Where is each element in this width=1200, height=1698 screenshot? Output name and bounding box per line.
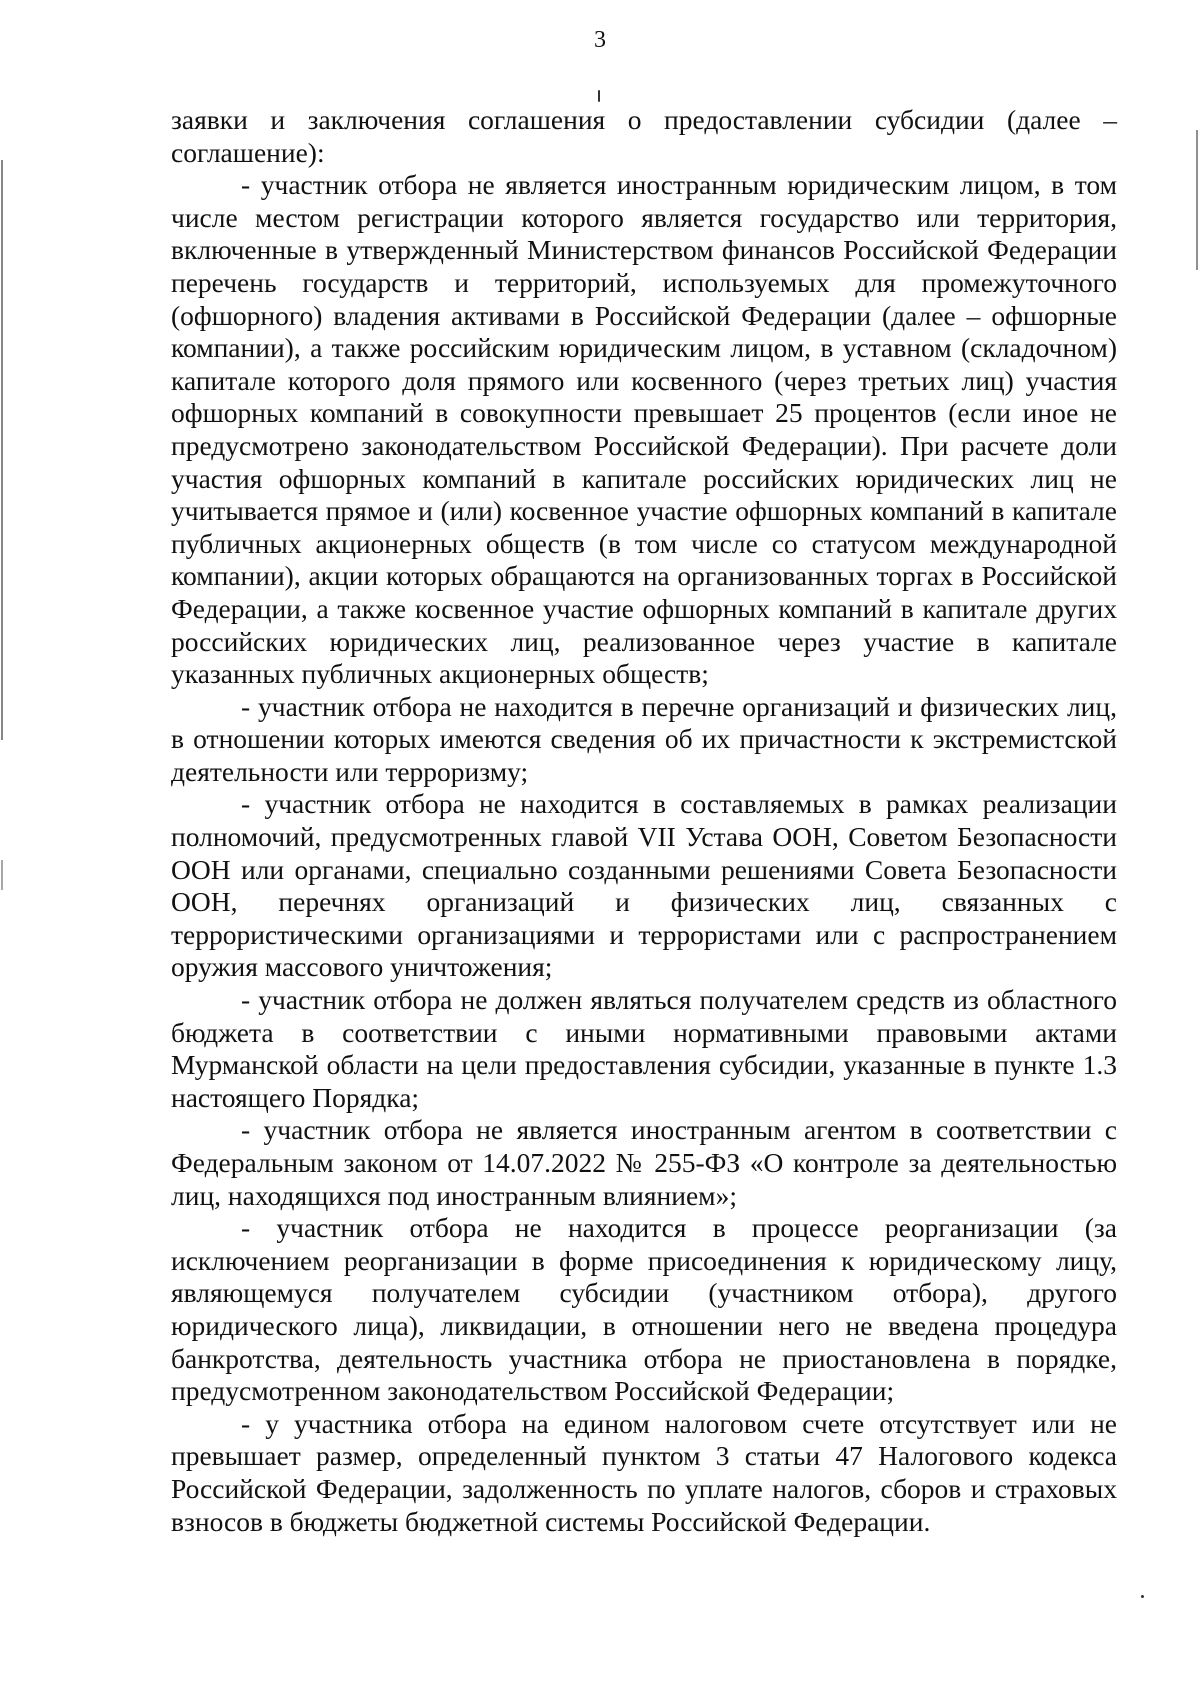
scan-edge-mark xyxy=(1,160,3,740)
paragraph-un-security-council: - участник отбора не находится в составляемых в рамках реализации полномочий, предусмотренных главой VII Устава ООН, Советом Безопасности ООН или органами, специально созданными решениями Совета Безопасности ООН, перечнях организаций и физических лиц, связанных с террористическими организациями и террористами или с распространением оружия массового уничтожения; xyxy=(171,788,1117,983)
paragraph-extremism-list: - участник отбора не находится в перечне организаций и физических лиц, в отношении которых имеются сведения об их причастности к экстремистской деятельности или терроризму; xyxy=(171,690,1117,787)
paragraph-offshore-companies: - участник отбора не является иностранным юридическим лицом, в том числе местом регистрации которого является государство или территория, включенные в утвержденный Министерством финансов Российской Федерации перечень государств и территорий, используемых для промежуточного (офшорного) владения активами в Российской Федерации (далее – офшорные компании), а также российским юридическим лицом, в уставном (складочном) капитале которого доля прямого или косвенного (через третьих лиц) участия офшорных компаний в совокупности превышает 25 процентов (если иное не предусмотрено законодательством Российской Федерации). При расчете доли участия офшорных компаний в капитале российских юридических лиц не учитывается прямое и (или) косвенное участие офшорных компаний в капитале публичных акционерных обществ (в том числе со статусом международной компании), акции которых обращаются на организованных торгах в Российской Федерации, а также косвенное участие офшорных компаний в капитале других российских юридических лиц, реализованное через участие в капитале указанных публичных акционерных обществ; xyxy=(171,169,1117,690)
paragraph-regional-budget: - участник отбора не должен являться получателем средств из областного бюджета в соответствии с иными нормативными правовыми актами Мурманской области на цели предоставления субсидии, указанные в пункте 1.3 настоящего Порядка; xyxy=(171,984,1117,1113)
paragraph-tax-debt: - у участника отбора на едином налоговом счете отсутствует или не превышает размер, определенный пунктом 3 статьи 47 Налогового кодекса Российской Федерации, задолженность по уплате налогов, сборов и страховых взносов в бюджеты бюджетной системы Российской Федерации. xyxy=(171,1407,1117,1537)
document-body xyxy=(171,104,1117,1538)
scan-speck xyxy=(1141,1595,1144,1598)
scan-edge-mark xyxy=(1196,130,1198,270)
paragraph-foreign-agent: - участник отбора не является иностранным агентом в соответствии с Федеральным законом от 14.07.2022 № 255-ФЗ «О контроле за деятельностью лиц, находящихся под иностранным влиянием»; xyxy=(171,1114,1117,1211)
page-number: 3 xyxy=(594,27,606,53)
paragraph-reorganization: - участник отбора не находится в процессе реорганизации (за исключением реорганизации в форме присоединения к юридическому лицу, являющемуся получателем субсидии (участником отбора), другого юридического лица), ликвидации, в отношении него не введена процедура банкротства, деятельность участника отбора не приостановлена в порядке, предусмотренном законодательством Российской Федерации; xyxy=(171,1212,1117,1407)
scan-edge-mark xyxy=(1,860,3,890)
scan-speck xyxy=(598,90,600,102)
paragraph-continuation: заявки и заключения соглашения о предоставлении субсидии (далее – соглашение): xyxy=(171,104,1117,168)
